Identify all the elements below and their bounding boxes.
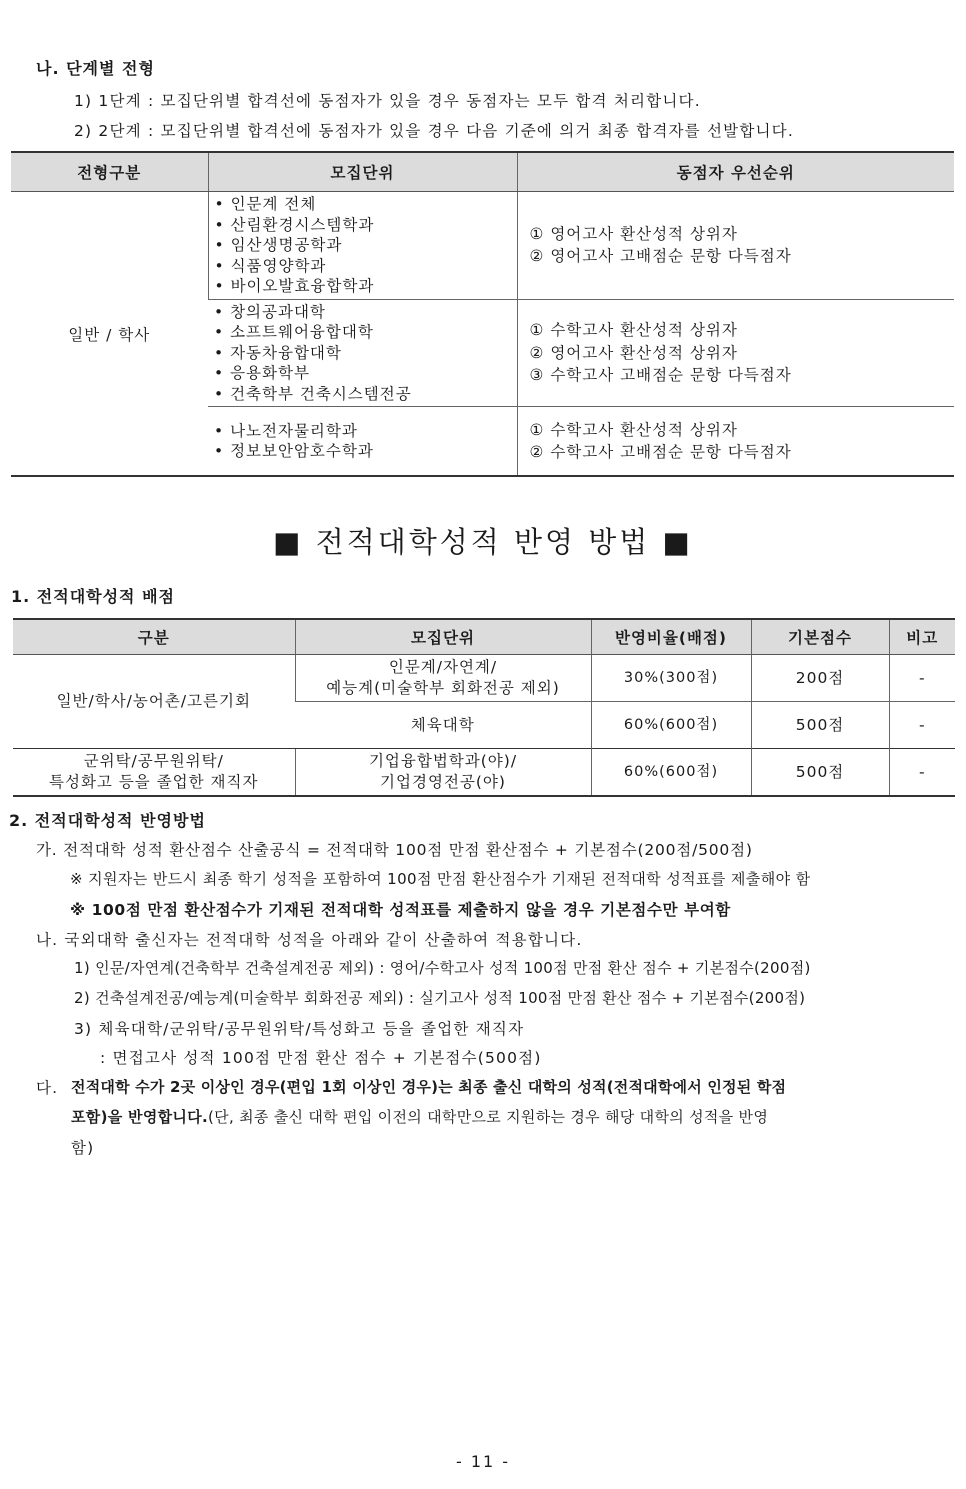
foreign-item-2: 2) 건축설계전공/예능계(미술학부 회화전공 제외) : 실기고사 성적 100점 만점 환산 점수 + 기본점수(200점) <box>74 989 806 1007</box>
page-number: - 11 - <box>455 1452 511 1471</box>
list-item: ① 수학고사 환산성적 상위자 <box>529 321 738 339</box>
unit-cell-pe: 체육대학 <box>295 702 591 749</box>
category-cell-commissioned <box>13 749 295 797</box>
foreign-item-1: 1) 인문/자연계(건축학부 건축설계전공 제외) : 영어/수학고사 성적 100점 만점 환산 점수 + 기본점수(200점) <box>74 959 811 977</box>
multi-univ-rule-exception: (단, 최종 출신 대학 편입 이전의 대학만으로 지원하는 경우 해당 대학의 성적을 반영 <box>208 1108 769 1126</box>
header-admission-type: 전형구분 <box>11 152 208 192</box>
multi-univ-rule-line-2 <box>71 1106 768 1127</box>
tie-table-header-row <box>11 152 954 192</box>
foreign-item-3: 3) 체육대학/군위탁/공무원위탁/특성화고 등을 졸업한 재직자 <box>74 1020 525 1038</box>
category-line: 군위탁/공무원위탁/ <box>83 752 224 770</box>
ratio-cell: 60%(600점) <box>591 749 751 797</box>
foreign-univ-line: 나. 국외대학 출신자는 전적대학 성적을 아래와 같이 산출하여 적용합니다. <box>36 931 583 949</box>
note-base-score-only: ※ 100점 만점 환산점수가 기재된 전적대학 성적표를 제출하지 않을 경우 기본점수만 부여함 <box>70 901 731 919</box>
unit-line: 기업융합법학과(야)/ <box>368 752 518 770</box>
list-item: • 인문계 전체 <box>214 195 317 213</box>
unit-cell-humanities <box>295 655 591 702</box>
list-item: • 산림환경시스템학과 <box>214 215 375 234</box>
base-score-cell: 200점 <box>751 655 889 702</box>
dept-list-group-3 <box>208 407 517 477</box>
table-row <box>11 192 954 300</box>
multi-univ-rule-line-3: 함) <box>71 1139 95 1157</box>
list-item: • 바이오발효융합학과 <box>214 277 375 295</box>
section-title-stage-selection: 나. 단계별 전형 <box>36 59 155 78</box>
list-item: ② 수학고사 고배점순 문항 다득점자 <box>529 443 792 461</box>
dept-list-group-2 <box>208 299 517 407</box>
list-item: ② 영어고사 환산성적 상위자 <box>529 343 738 362</box>
unit-line: 기업경영전공(야) <box>380 773 506 791</box>
da-prefix: 다. <box>36 1079 59 1097</box>
list-item: ② 영어고사 고배점순 문항 다득점자 <box>529 247 792 266</box>
multi-univ-rule-line-1: 전적대학 수가 2곳 이상인 경우(편입 1회 이상인 경우)는 최종 출신 대학의 성적(전적대학에서 인정된 학점 <box>71 1078 787 1096</box>
list-item: • 정보보안암호수학과 <box>214 442 374 460</box>
list-item: • 소프트웨어융합대학 <box>214 323 374 341</box>
base-score-cell: 500점 <box>751 702 889 749</box>
list-item: • 임산생명공학과 <box>214 236 343 254</box>
foreign-item-3-detail: : 면접고사 성적 100점 만점 환산 점수 + 기본점수(500점) <box>100 1049 542 1067</box>
dept-list-group-1 <box>208 192 517 300</box>
section-title-score-allocation: 1. 전적대학성적 배점 <box>11 587 175 606</box>
unit-line: 인문계/자연계/ <box>388 658 498 676</box>
priority-list-group-3 <box>517 407 954 477</box>
header-note: 비고 <box>889 619 955 655</box>
list-item: ① 영어고사 환산성적 상위자 <box>529 224 738 243</box>
header-category: 구분 <box>13 619 295 655</box>
header-unit: 모집단위 <box>295 619 591 655</box>
score-table-header-row <box>13 619 955 655</box>
note-cell: - <box>889 655 955 702</box>
note-submit-transcript: ※ 지원자는 반드시 최종 학기 성적을 포함하여 100점 만점 환산점수가 기재된 전적대학 성적표를 제출해야 함 <box>70 870 811 888</box>
admission-type-cell: 일반 / 학사 <box>68 325 151 344</box>
section-title-method: 2. 전적대학성적 반영방법 <box>9 811 206 830</box>
tie-break-table <box>11 151 954 477</box>
list-item: ① 수학고사 환산성적 상위자 <box>529 420 738 439</box>
list-item: • 응용화학부 <box>214 364 310 382</box>
ratio-cell: 60%(600점) <box>591 702 751 749</box>
formula-line: 가. 전적대학 성적 환산점수 산출공식 = 전적대학 100점 만점 환산점수 + 기본점수(200점/500점) <box>36 841 753 859</box>
score-allocation-table <box>13 618 955 797</box>
priority-list-group-2 <box>517 299 954 407</box>
priority-list-group-1 <box>517 192 954 300</box>
header-base-score: 기본점수 <box>751 619 889 655</box>
table-row <box>13 749 955 797</box>
base-score-cell: 500점 <box>751 749 889 797</box>
category-cell-general: 일반/학사/농어촌/고른기회 <box>56 692 251 710</box>
stage1-line: 1) 1단계 : 모집단위별 합격선에 동점자가 있을 경우 동점자는 모두 합격 처리합니다. <box>74 92 701 110</box>
header-tie-priority: 동점자 우선순위 <box>517 152 954 192</box>
category-line: 특성화고 등을 졸업한 재직자 <box>49 773 259 791</box>
table-row <box>13 655 955 702</box>
list-item: • 식품영양학과 <box>214 256 327 275</box>
multi-univ-rule-bold: 포함)을 반영합니다. <box>71 1108 208 1126</box>
stage2-line: 2) 2단계 : 모집단위별 합격선에 동점자가 있을 경우 다음 기준에 의거 최종 합격자를 선발합니다. <box>74 122 794 140</box>
header-recruit-unit: 모집단위 <box>208 152 517 192</box>
list-item: • 창의공과대학 <box>214 302 326 321</box>
list-item: • 자동차융합대학 <box>214 343 342 362</box>
list-item: • 건축학부 건축시스템전공 <box>214 384 412 403</box>
note-cell: - <box>889 749 955 797</box>
unit-cell-night <box>295 749 591 797</box>
header-ratio: 반영비율(배점) <box>591 619 751 655</box>
unit-line: 예능계(미술학부 회화전공 제외) <box>326 679 560 697</box>
list-item: • 나노전자물리학과 <box>214 421 358 440</box>
page-title: ■ 전적대학성적 반영 방법 ■ <box>273 525 693 559</box>
note-cell: - <box>889 702 955 749</box>
ratio-cell: 30%(300점) <box>591 655 751 702</box>
list-item: ③ 수학고사 고배점순 문항 다득점자 <box>529 366 792 384</box>
